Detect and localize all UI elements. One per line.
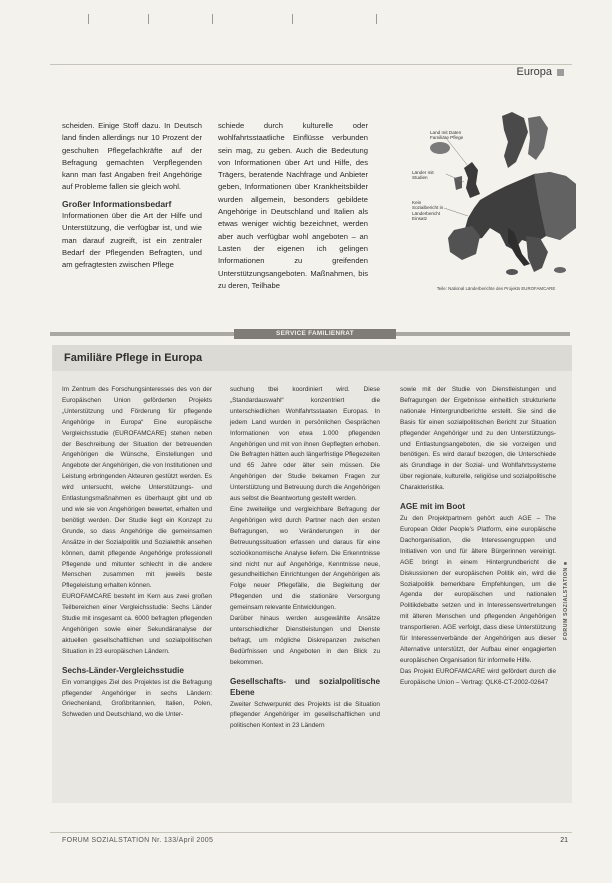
tab-mark	[148, 14, 149, 24]
page-number: 21	[560, 837, 568, 844]
paragraph: EUROFAMCARE besteht im Kern aus zwei großen Teilbereichen einer Vergleichsstudie: Sechs Länder Studie mit insgesamt ca. 6000 befragten pflegenden Angehörigen sowie einer Sekundäranalyse der aktuellen gesellschaftlichen und sozialpolitischen Situation in 23 europäischen Ländern.	[62, 593, 212, 655]
paragraph: Eine zweiteilige und vergleichbare Befragung der Angehörigen wird durch Partner nach den ersten Befragungen, wo Veränderungen in der Betreuungssituation erfassen und daraus für eine sozioökonomische Analyse liefern. Die Erkenntnisse sind nicht nur auf Angehörige, Kenntnisse neue, gesundheitlichen Einrichtungen der Angehörigen als Folge neuer Pflegefälle, die Begleitung der Pflegenden und die stationäre Versorgung gemeinsam relevante Entwicklungen.	[230, 505, 380, 612]
tab-mark	[212, 14, 213, 24]
box-column-2	[230, 385, 380, 732]
subheading: AGE mit im Boot	[400, 502, 466, 512]
map-caption: Teile: National Länderberichte des Projekts EUROFAMCARE	[436, 286, 556, 291]
section-banner: SERVICE FAMILIENRAT	[234, 329, 396, 339]
tab-mark	[292, 14, 293, 24]
top-article-column-1	[62, 120, 202, 272]
subheading: Großer Informationsbedarf	[62, 198, 172, 209]
header-rule	[50, 64, 572, 65]
tab-mark	[376, 14, 377, 24]
paragraph: suchung tbei koordiniert wird. Diese „Standardauswahl“ konzentriert die unterschiedlichen Wohlfahrtsstaaten Europas. In jedem Land wurden in persönlichen Gesprächen Informationen von etwa 1.000 pflegenden Angehörigen und mit von ihnen Gepflegten erhoben. Die Befragten hätten auch längerfristige Pflegezeiten und 65 Jahre oder älter sein müssen. Die Angehörigen der Studie bekamen Fragen zur Unterstützung und Betreuung durch die Angehörigen aus selbst die Beantwortung gestellt werden.	[230, 386, 380, 503]
paragraph: scheiden. Einige Stoff dazu. In Deutsch land finden allerdings nur 10 Prozent der geschulten Pflegefachkräfte auf der Befragung gemachten Verpflegenden kann man fast Angaben frei! Angehörige auf Probleme fallen sie gleich wohl.	[62, 121, 202, 192]
footer-publication: FORUM SOZIALSTATION Nr. 133/April 2005	[62, 837, 214, 844]
paragraph: Im Zentrum des Forschungsinteresses des von der Europäischen Union geförderten Projekts „Unterstützung und Förderung für pflegende Angehörige in Europa“ Eine europäische Vergleichsstudie (EUROFAMCARE) stehen neben der Beschreibung der Situation der betreuenden Angehörigen die Wünsche, Einstellungen und Angebote der Angehörigen, die von Institutionen und Leistung erbringenden Akteuren gestützt werden. Es wird untersucht, welche Unterstützungs- und Entlastungsmaßnahmen es überhaupt gibt und ob und wie sie von Angehörigen bewertet, erhalten und benötigt werden. Der Studie liegt ein Konzept zu Grunde, so dass Angehörige die gemeinsamen Ansätze in der Sozialpolitik und Sozialethik ansehen können, damit pflegende Angehörige professionell Pflegende und mitunter schlecht in die andere Menschen zusammen mit jeweils beste Pflegeleistung erhalten können.	[62, 386, 212, 590]
map-label: Land mit Daten Familiäre Pflege	[430, 130, 464, 141]
section-label: Europa	[516, 66, 552, 78]
top-article-column-2	[218, 120, 368, 292]
europe-map	[410, 108, 578, 298]
info-box-title: Familiäre Pflege in Europa	[64, 352, 203, 364]
paragraph: Ein vorrangiges Ziel des Projektes ist die Befragung pflegender Angehöriger in sechs Ländern: Griechenland, Großbritannien, Italien, Polen, Schweden und Deutschland, wo die Unter-	[62, 678, 212, 719]
box-column-1	[62, 385, 212, 721]
footer-rule	[50, 832, 572, 833]
paragraph: Zu den Projektpartnern gehört auch AGE – The European Older People's Platform, eine europäische Dachorganisation, die Interessengruppen und Initiativen von und für ältere Bürgerinnen vereinigt. AGE bringt in einem Hintergrundbericht die Diskussionen der europäischen Politik ein, wird die Sozialpolitik bemerkbare Empfehlungen, um die Agenda der europäischen und nationalen Politikdebatte setzen und in Interessensvertretungen mit älteren Menschen und pflegenden Angehörigen transportieren. AGE verfolgt, dass diese Unterstützung für Interessenverbände der Angehörigen aus dieser Alternative unterstützt, der Aufbau einer engagierten europäischen Organisation für informelle Hilfe.	[400, 515, 556, 664]
tab-mark	[88, 14, 89, 24]
subheading: Gesellschafts- und sozialpolitische Ebene	[230, 676, 380, 697]
paragraph: Darüber hinaus werden ausgewählte Ansätze unterschiedlicher Dienstleistungen und Dienste befragt, um mögliche Diskrepanzen zwischen Bedürfnissen und Angeboten in den Blick zu bekommen.	[230, 615, 380, 666]
vertical-running-title: FORUM SOZIALSTATION ■	[563, 561, 569, 640]
subheading: Sechs-Länder-Vergleichsstudie	[62, 665, 184, 675]
paragraph: Zweiter Schwerpunkt des Projekts ist die Situation pflegender Angehöriger im gesellschaftlichen und politischen Kontext in 23 Ländern	[230, 700, 380, 730]
paragraph: Das Projekt EUROFAMCARE wird gefördert durch die Europäische Union – Vertrag: QLK6-CT-2002-02647	[400, 667, 556, 686]
section-marker-icon	[557, 69, 564, 76]
paragraph: Informationen über die Art der Hilfe und Unterstützung, die verfügbar ist, und wie man darauf zugreift, ist ein zentraler Bedarf der Pflegenden Befragten, und am gefragtesten zwischen Pflege	[62, 211, 202, 270]
box-column-3	[400, 385, 556, 689]
paragraph: schiede durch kulturelle oder wohlfahrtsstaatliche Einflüsse verbunden sein mag, zu geben. Auch die Bedeutung von Informationen über Art und Hilfe, des Trägers, beratende Nachfrage und Anbieter geben, Informationen über Krankheitsbilder wurden allgemein, besonders gebildete Angehörige in Deutschland und Italien als etwas weniger wichtig bezeichnet, werden aber auch verfügbar wohl angeboten – an Lasten der eigenen ich gelingen Informationen zu greifenden Unterstützungsangeboten. Maßnahmen, bis zu deren, Teilhabe	[218, 121, 368, 290]
paragraph: sowie mit der Studie von Dienstleistungen und Befragungen der Ergebnisse einheitlich strukturierte nationale Hintergrundberichte erstellt. Sie sind die Basis für einen sozialpolitischen Bericht zur Situation pflegender Angehöriger und zu den Unterstützungs- und Entlastungsangeboten, die sie vorzeigen und benötigen. Es wird darauf bezogen, die Unterschiede als Grundlage in der Sozial- und Wohlfahrtssysteme über regionale, kulturelle, religiöse und sozialpolitische Charakteristika.	[400, 386, 556, 492]
map-label: Länder mit Studien	[412, 170, 434, 181]
map-label: Kein Sozialbericht in Länderbericht Einsatz	[412, 200, 444, 222]
